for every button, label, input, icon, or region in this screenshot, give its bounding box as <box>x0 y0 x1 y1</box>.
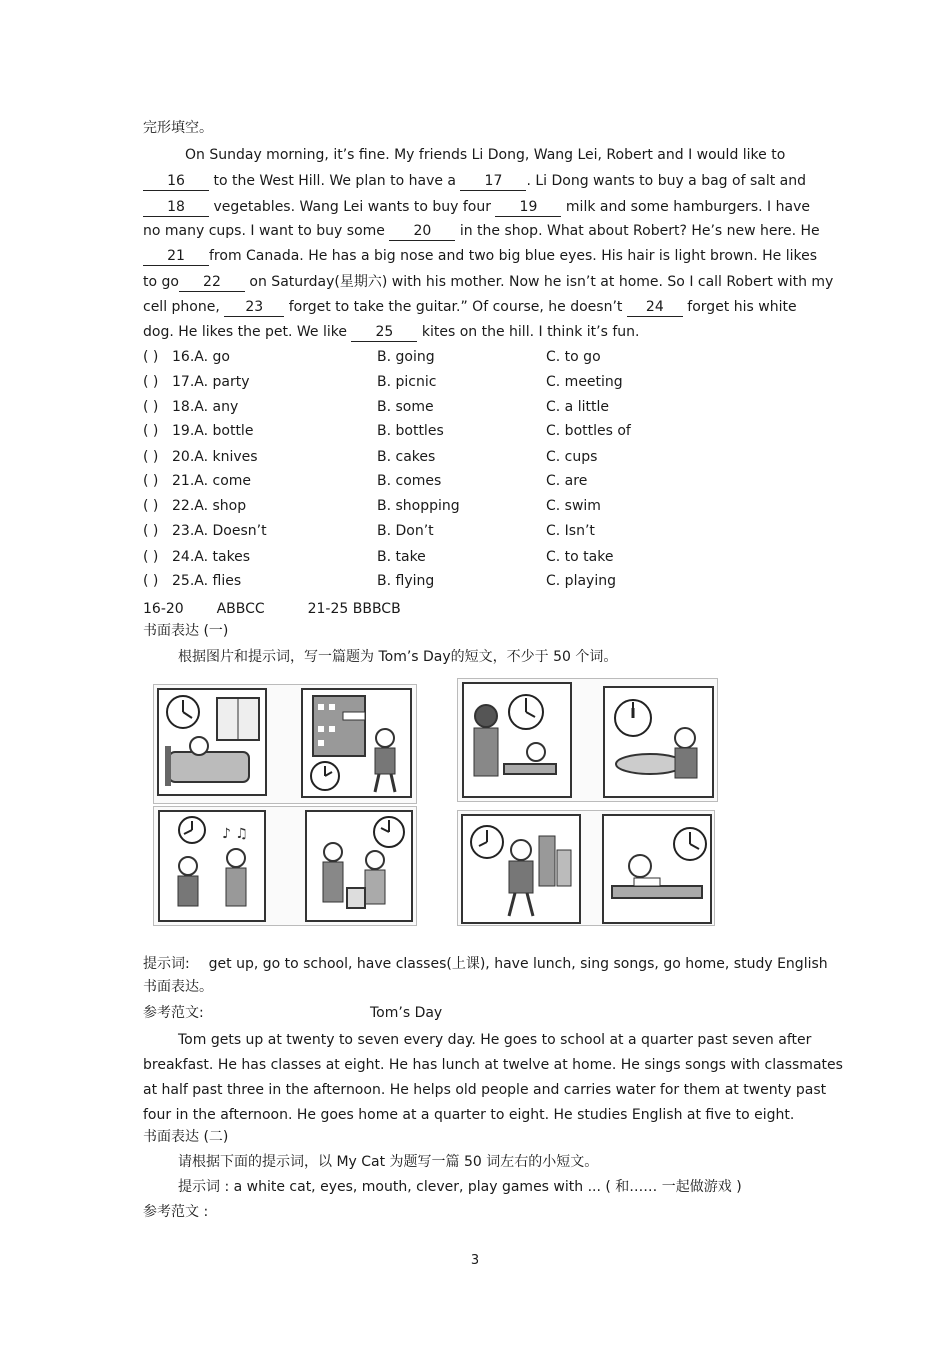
answer-paren: ( ) <box>143 423 159 439</box>
answer-range-1: 16-20 <box>143 601 184 617</box>
option-a: 18.A. any <box>172 399 239 415</box>
cloze-heading: 完形填空。 <box>143 120 213 136</box>
option-a: 19.A. bottle <box>172 423 254 439</box>
option-b: B. picnic <box>377 374 437 390</box>
cloze-text: forget to take the guitar.” Of course, he doesn’t <box>288 299 623 315</box>
option-b: B. comes <box>377 473 442 489</box>
option-c: C. to take <box>546 549 614 565</box>
answer-range-2: 21-25 <box>307 601 349 617</box>
option-a: 23.A. Doesn’t <box>172 523 267 539</box>
option-c: C. swim <box>546 498 601 514</box>
answer-paren: ( ) <box>143 473 159 489</box>
cloze-line-1: On Sunday morning, it’s fine. My friends Li Dong, Wang Lei, Robert and I would like to <box>185 147 786 163</box>
sample-line-2: breakfast. He has classes at eight. He has lunch at twelve at home. He sings songs with classmates <box>143 1057 843 1073</box>
option-b: B. shopping <box>377 498 460 514</box>
cloze-line-3 <box>143 198 810 217</box>
option-c: C. cups <box>546 449 598 465</box>
picture-have-lunch <box>603 686 714 798</box>
option-a: 17.A. party <box>172 374 250 390</box>
writing2-sample-label: 参考范文 : <box>143 1204 209 1220</box>
picture-go-to-school <box>301 688 412 798</box>
picture-have-classes <box>462 682 572 798</box>
blank-16: 16 <box>143 172 209 191</box>
picture-study-english <box>602 814 712 924</box>
picture-sing-songs <box>158 810 266 922</box>
hint-words: get up, go to school, have classes(上课), have lunch, sing songs, go home, study English <box>208 956 828 972</box>
blank-19: 19 <box>495 198 561 217</box>
sample-line-4: four in the afternoon. He goes home at a quarter to eight. He studies English at five to eight. <box>143 1107 795 1123</box>
cloze-text: kites on the hill. I think it’s fun. <box>421 324 640 340</box>
answer-paren: ( ) <box>143 523 159 539</box>
answer-paren: ( ) <box>143 399 159 415</box>
sample-line-3: at half past three in the afternoon. He helps old people and carries water for them at twenty past <box>143 1082 827 1098</box>
option-a: 22.A. shop <box>172 498 247 514</box>
option-b: B. flying <box>377 573 435 589</box>
writing1-prompt: 根据图片和提示词，写一篇题为 Tom’s Day的短文，不少于 50 个词。 <box>178 649 618 665</box>
option-c: C. meeting <box>546 374 623 390</box>
option-b: B. Don’t <box>377 523 434 539</box>
blank-18: 18 <box>143 198 209 217</box>
option-a: 21.A. come <box>172 473 252 489</box>
option-b: B. cakes <box>377 449 436 465</box>
option-b: B. some <box>377 399 434 415</box>
blank-20: 20 <box>389 222 455 241</box>
cloze-line-2 <box>143 172 806 191</box>
cloze-text: dog. He likes the pet. We like <box>143 324 347 340</box>
answer-paren: ( ) <box>143 498 159 514</box>
cloze-text: in the shop. What about Robert? He’s new here. He <box>459 223 820 239</box>
option-a: 20.A. knives <box>172 449 258 465</box>
option-c: C. are <box>546 473 588 489</box>
writing1-end: 书面表达。 <box>143 979 213 995</box>
option-a: 24.A. takes <box>172 549 251 565</box>
answer-key <box>143 600 401 618</box>
cloze-text: forget his white <box>687 299 797 315</box>
writing2-heading: 书面表达 (二) <box>143 1129 229 1145</box>
answer-values-1: ABBCC <box>216 601 265 617</box>
option-c: C. bottles of <box>546 423 631 439</box>
cloze-text: to go <box>143 274 179 290</box>
option-c: C. playing <box>546 573 616 589</box>
cloze-text: no many cups. I want to buy some <box>143 223 385 239</box>
writing1-sample-label: 参考范文: <box>143 1005 204 1021</box>
answer-paren: ( ) <box>143 573 159 589</box>
hint-label: 提示词: <box>143 956 190 972</box>
cloze-text: milk and some hamburgers. I have <box>565 199 810 215</box>
cloze-line-5 <box>143 247 817 266</box>
option-c: C. a little <box>546 399 609 415</box>
option-b: B. going <box>377 349 435 365</box>
writing1-hint <box>143 955 828 973</box>
blank-24: 24 <box>627 298 683 317</box>
cloze-text: to the West Hill. We plan to have a <box>213 173 456 189</box>
picture-help-old-people <box>305 810 413 922</box>
answer-paren: ( ) <box>143 549 159 565</box>
blank-17: 17 <box>460 172 526 191</box>
cloze-line-7 <box>143 298 797 317</box>
answer-paren: ( ) <box>143 349 159 365</box>
option-a: 25.A. flies <box>172 573 242 589</box>
cloze-text: . Li Dong wants to buy a bag of salt and <box>526 173 807 189</box>
writing1-sample-title: Tom’s Day <box>370 1005 443 1021</box>
page-number: 3 <box>470 1253 480 1268</box>
blank-22: 22 <box>179 273 245 292</box>
blank-21: 21 <box>143 247 209 266</box>
cloze-text: cell phone, <box>143 299 220 315</box>
cloze-text: vegetables. Wang Lei wants to buy four <box>213 199 492 215</box>
blank-25: 25 <box>351 323 417 342</box>
picture-go-home <box>461 814 581 924</box>
svg-text:♪ ♫: ♪ ♫ <box>222 826 248 842</box>
option-c: C. to go <box>546 349 601 365</box>
picture-get-up <box>157 688 267 796</box>
answer-paren: ( ) <box>143 449 159 465</box>
cloze-line-6 <box>143 273 833 292</box>
writing1-heading: 书面表达 (一) <box>143 623 229 639</box>
writing2-prompt: 请根据下面的提示词，以 My Cat 为题写一篇 50 词左右的小短文。 <box>178 1154 599 1170</box>
answer-paren: ( ) <box>143 374 159 390</box>
sample-line-1: Tom gets up at twenty to seven every day. He goes to school at a quarter past seven after <box>178 1032 812 1048</box>
cloze-text: from Canada. He has a big nose and two big blue eyes. His hair is light brown. He likes <box>209 248 818 264</box>
cloze-line-8 <box>143 323 639 342</box>
answer-values-2: BBBCB <box>352 601 401 617</box>
cloze-line-4 <box>143 222 820 241</box>
option-b: B. take <box>377 549 426 565</box>
blank-23: 23 <box>224 298 284 317</box>
option-a: 16.A. go <box>172 349 230 365</box>
cloze-text: on Saturday(星期六) with his mother. Now he isn’t at home. So I call Robert with my <box>249 274 834 290</box>
option-c: C. Isn’t <box>546 523 595 539</box>
writing2-hint: 提示词 : a white cat, eyes, mouth, clever, play games with ... ( 和…… 一起做游戏 ) <box>178 1179 742 1195</box>
option-b: B. bottles <box>377 423 444 439</box>
